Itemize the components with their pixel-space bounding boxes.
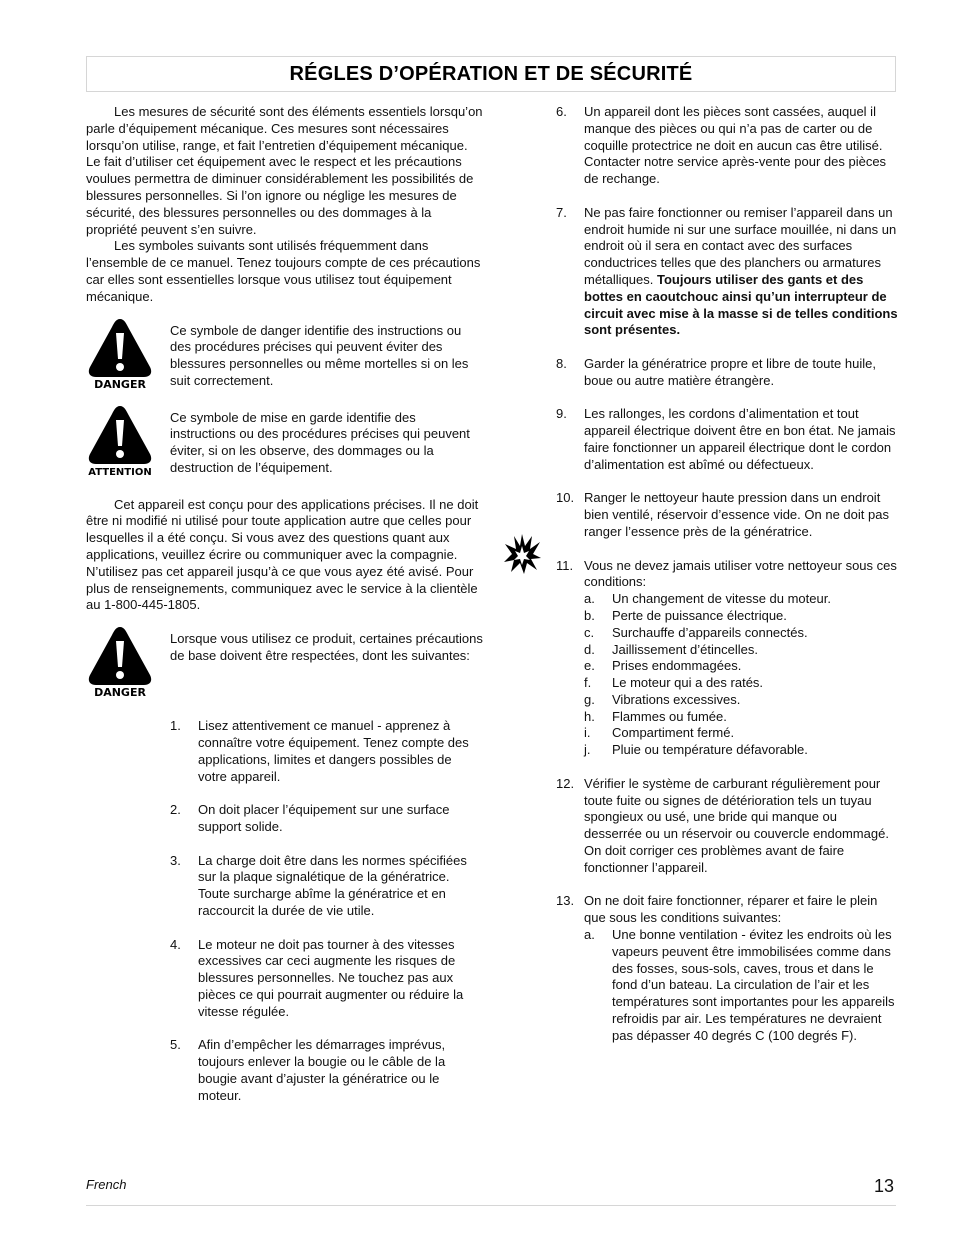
sub-list-item: j. Pluie ou température défavorable. <box>584 742 808 758</box>
page-title: RÉGLES D’OPÉRATION ET DE SÉCURITÉ <box>289 62 693 85</box>
sub-list-item: i. Compartiment fermé. <box>584 725 735 741</box>
precautions-list-left <box>170 718 484 1104</box>
intro-paragraph-2: Les symboles suivants sont utilisés fréquemment dans l’ensemble de ce manuel. Tenez toujours compte de ces précautions car elles sont essentielles lorsque vous utilisez tout équipement mécanique. <box>86 238 481 304</box>
sub-list-item: d. Jaillissement d’étincelles. <box>584 641 758 657</box>
list-item: 7. Ne pas faire fonctionner ou remiser l’appareil dans un endroit humide ni sur une surface mouillée, ni dans un endroit où il sera en contact avec des surfaces conductrices telles que des planchers ou armatures métalliques. Toujours utiliser des gants et des bottes en caoutchouc ainsi qu’un interrupteur de circuit avec mise à la masse si de telles conditions sont présentes. <box>556 204 898 338</box>
list-item: 5. Afin d’empêcher les démarrages imprévus, toujours enlever la bougie ou le câble de la bougie avant d’ajuster la génératrice ou le moteur. <box>170 1037 446 1103</box>
sub-list-item: h. Flammes ou fumée. <box>584 708 727 724</box>
sub-list-item: c. Surchauffe d’appareils connectés. <box>584 624 808 640</box>
intro-paragraph-1: Les mesures de sécurité sont des éléments essentiels lorsqu’on parle d’équipement mécanique. Ces mesures sont nécessaires lorsqu’on utilise, range, et fait l’entretien d’équipement mécanique. Le fait d’utiliser cet équipement avec le respect et les précautions voulues permettra de diminuer considérablement les possibilités de blessures personnelles. Si l’on ignore ou néglige les mesures de sécurité, des blessures personnelles ou des dommages à la propriété peuvent s’en suivre. <box>86 104 483 237</box>
sub-list-item: a. Une bonne ventilation - évitez les endroits où les vapeurs peuvent être immobilisées comme dans des fosses, sous-sols, caves, trous et dans le fond d’un bateau. La circulation de l’air et les températures sont importantes pour les appareils refroidis par air. Les températures ne devraient pas dépasser 40 degrés C (100 degrés F). <box>584 927 895 1043</box>
list-item: 4. Le moteur ne doit pas tourner à des vitesses excessives car ceci augmente les risques de blessures personnelles. Ne touchez pas aux pièces ce qui pourrait augmenter ou réduire la vitesse régulée. <box>170 936 464 1019</box>
list-item: 11. Vous ne devez jamais utiliser votre nettoyeur sous ces conditions: a. Un changement de vitesse du moteur. b. Perte de puissance électrique. c. Surchauffe d’appareils connectés. d. Jaillissement d’étincelles. e. Prises endommagées. f. Le moteur qui a des ratés. g. Vibrations excessives. h. Flammes ou fumée. i. Compartiment fermé. j. Pluie ou température défavorable. <box>556 557 897 758</box>
sub-list-item: f. Le moteur qui a des ratés. <box>584 675 764 691</box>
list-item: 12. Vérifier le système de carburant régulièrement pour toute fuite ou signes de détérioration tels un tuyau spongieux ou usé, une bride qui manque ou desserrée ou un réservoir ou couvercle endommagé. On doit corriger ces problèmes avant de faire fonctionner l’appareil. <box>556 775 889 875</box>
right-column <box>556 104 898 1061</box>
sub-list-item: e. Prises endommagées. <box>584 658 742 674</box>
footer-language: French <box>86 1177 127 1192</box>
attention-warning-icon <box>86 404 154 476</box>
left-column <box>86 104 484 1121</box>
list-item: 1. Lisez attentivement ce manuel - apprenez à connaître votre équipement. Tenez compte des applications, limites et dangers possibles de votre appareil. <box>170 718 469 784</box>
list-item: 13. On ne doit faire fonctionner, réparer et faire le plein que sous les conditions suivantes: a. Une bonne ventilation - évitez les endroits où les vapeurs peuvent être immobilisées comme dans des fosses, sous-sols, caves, trous et dans le fond d’un bateau. La circulation de l’air et les températures sont importantes pour les appareils refroidis par air. Les températures ne devraient pas dépasser 40 degrés C (100 degrés F). <box>556 893 898 1044</box>
list-item: 8. Garder la génératrice propre et libre de toute huile, boue ou autre matière étrangère. <box>556 355 876 388</box>
sub-list-item: b. Perte de puissance électrique. <box>584 607 787 623</box>
danger-warning-icon <box>86 625 154 697</box>
sub-list <box>584 591 898 759</box>
title-box <box>86 56 896 92</box>
list-item: 10. Ranger le nettoyeur haute pression dans un endroit bien ventilé, réservoir d’essence vide. On ne doit pas ranger l’essence près de la génératrice. <box>556 490 889 539</box>
list-item: 6. Un appareil dont les pièces sont cassées, auquel il manque des pièces ou qui n’a pas de carter ou de coquille protectrice ne doit en aucun cas être utilisé. Contacter notre service après-vente pour des pièces de rechange. <box>556 104 887 187</box>
danger-label: DANGER <box>94 686 146 698</box>
attention-symbol-block <box>86 410 484 480</box>
danger-symbol-block <box>86 323 484 393</box>
precautions-list-right <box>556 104 898 1045</box>
application-paragraph: Cet appareil est conçu pour des applications précises. Il ne doit être ni modifié ni utilisé pour toute application autre que celles pour lesquelles il a été conçu. Si vous avez des questions quant aux applications, veuillez écrire ou communiquer avec la compagnie. N’utilisez pas cet appareil jusqu’à ce que vous ayez été avisé. Pour plus de renseignements, communiquez avec le service à la clientèle au 1-800-445-1805. <box>86 496 479 613</box>
danger-warning-icon <box>86 317 154 389</box>
danger-description: Ce symbole de danger identifie des instructions ou des procédures précises qui peuvent éviter des blessures personnelles ou même mortelles si on les suit correctement. <box>170 322 469 388</box>
page-number: 13 <box>874 1176 895 1196</box>
danger-label: DANGER <box>94 377 146 389</box>
list-item: 2. On doit placer l’équipement sur une surface support solide. <box>170 802 450 834</box>
precautions-intro: Lorsque vous utilisez ce produit, certaines précautions de base doivent être respectées, dont les suivantes: <box>170 631 483 663</box>
sub-list <box>584 927 898 1045</box>
attention-description: Ce symbole de mise en garde identifie des instructions ou des procédures précises qui peuvent éviter, si on les observe, des dommages ou la destruction de l’équipement. <box>170 409 470 475</box>
list-item: 9. Les rallonges, les cordons d’alimentation et tout appareil électrique doivent être en bon état. Ne jamais faire fonctionner un appareil électrique dont le cordon d’alimentation est abîmé ou défectueux. <box>556 406 896 472</box>
bold-warning: Toujours utiliser des gants et des bottes en caoutchouc ainsi qu’un interrupteur de circuit avec mise à la masse si de telles conditions sont présentes. <box>584 271 898 338</box>
list-item: 3. La charge doit être dans les normes spécifiées sur la plaque signalétique de la génératrice. Toute surcharge abîme la génératrice et en raccourcit la durée de vie utile. <box>170 852 467 918</box>
sub-list-item: a. Un changement de vitesse du moteur. <box>584 591 831 607</box>
footer-divider <box>86 1205 896 1206</box>
precautions-block <box>86 631 484 701</box>
explosion-hazard-icon <box>502 532 542 576</box>
sub-list-item: g. Vibrations excessives. <box>584 691 741 707</box>
attention-label: ATTENTION <box>88 466 152 476</box>
